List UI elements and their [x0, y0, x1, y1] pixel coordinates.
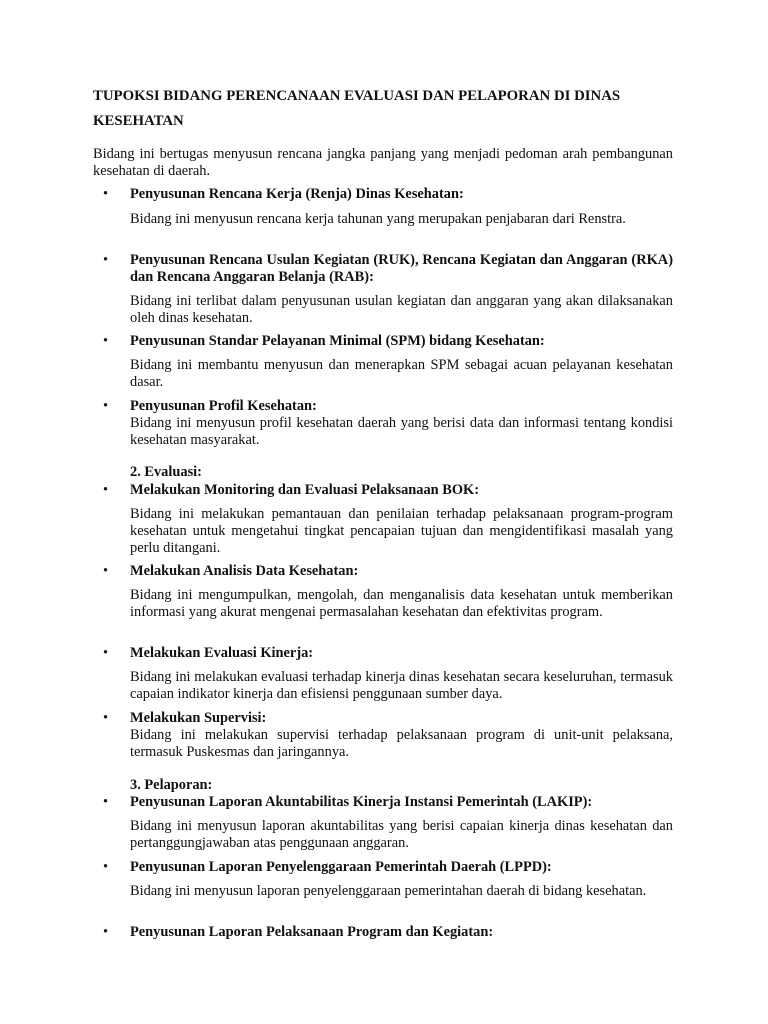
item-heading: Melakukan Monitoring dan Evaluasi Pelaksanaan BOK:: [130, 482, 480, 498]
section-heading-reporting: 3. Pelaporan:: [130, 777, 213, 793]
item-heading: Penyusunan Rencana Kerja (Renja) Dinas Kesehatan:: [130, 186, 464, 202]
bullet-icon: •: [103, 859, 109, 875]
bullet-icon: •: [103, 398, 109, 414]
item-heading: Penyusunan Standar Pelayanan Minimal (SPM) bidang Kesehatan:: [130, 333, 545, 349]
item-text: Bidang ini melakukan evaluasi terhadap kinerja dinas kesehatan secara keseluruhan, termasuk capaian indikator kinerja dan efisiensi penggunaan sumber daya.: [130, 669, 673, 702]
item-heading: Penyusunan Rencana Usulan Kegiatan (RUK), Rencana Kegiatan dan Anggaran (RKA) dan Rencana Anggaran Belanja (RAB):: [130, 252, 673, 285]
item-text: Bidang ini melakukan pemantauan dan penilaian terhadap pelaksanaan program-program kesehatan untuk mengetahui tingkat pencapaian tujuan dan mengidentifikasi masalah yang perlu ditangani.: [130, 506, 673, 556]
item-text: Bidang ini terlibat dalam penyusunan usulan kegiatan dan anggaran yang akan dilaksanakan oleh dinas kesehatan.: [130, 293, 673, 326]
bullet-icon: •: [103, 482, 109, 498]
document-title: TUPOKSI BIDANG PERENCANAAN EVALUASI DAN PELAPORAN DI DINAS KESEHATAN: [93, 88, 621, 129]
item-text: Bidang ini menyusun rencana kerja tahunan yang merupakan penjabaran dari Renstra.: [130, 211, 626, 227]
bullet-icon: •: [103, 924, 109, 940]
item-text: Bidang ini menyusun laporan penyelenggaraan pemerintahan daerah di bidang kesehatan.: [130, 883, 647, 899]
item-text: Bidang ini menyusun profil kesehatan daerah yang berisi data dan informasi tentang kondisi kesehatan masyarakat.: [130, 415, 673, 448]
bullet-icon: •: [103, 333, 109, 349]
item-heading: Penyusunan Laporan Penyelenggaraan Pemerintah Daerah (LPPD):: [130, 859, 552, 875]
bullet-icon: •: [103, 645, 109, 661]
bullet-icon: •: [103, 794, 109, 810]
item-heading: Penyusunan Laporan Akuntabilitas Kinerja Instansi Pemerintah (LAKIP):: [130, 794, 593, 810]
item-text: Bidang ini membantu menyusun dan menerapkan SPM sebagai acuan pelayanan kesehatan dasar.: [130, 357, 673, 390]
item-text: Bidang ini melakukan supervisi terhadap pelaksanaan program di unit-unit pelaksana, termasuk Puskesmas dan jaringannya.: [130, 727, 673, 760]
item-heading: Melakukan Analisis Data Kesehatan:: [130, 563, 359, 579]
item-heading: Penyusunan Profil Kesehatan:: [130, 398, 317, 414]
section-heading-evaluation: 2. Evaluasi:: [130, 464, 202, 480]
item-heading: Melakukan Evaluasi Kinerja:: [130, 645, 314, 661]
item-text: Bidang ini menyusun laporan akuntabilitas yang berisi capaian kinerja dinas kesehatan dan pertanggungjawaban atas penggunaan anggaran.: [130, 818, 673, 851]
item-text: Bidang ini mengumpulkan, mengolah, dan menganalisis data kesehatan untuk memberikan informasi yang akurat mengenai permasalahan kesehatan dan efektivitas program.: [130, 587, 673, 620]
intro-paragraph: Bidang ini bertugas menyusun rencana jangka panjang yang menjadi pedoman arah pembangunan kesehatan di daerah.: [93, 146, 673, 179]
bullet-icon: •: [103, 186, 109, 202]
item-heading: Melakukan Supervisi:: [130, 710, 267, 726]
bullet-icon: •: [103, 710, 109, 726]
bullet-icon: •: [103, 563, 109, 579]
bullet-icon: •: [103, 252, 109, 268]
item-heading: Penyusunan Laporan Pelaksanaan Program dan Kegiatan:: [130, 924, 494, 940]
